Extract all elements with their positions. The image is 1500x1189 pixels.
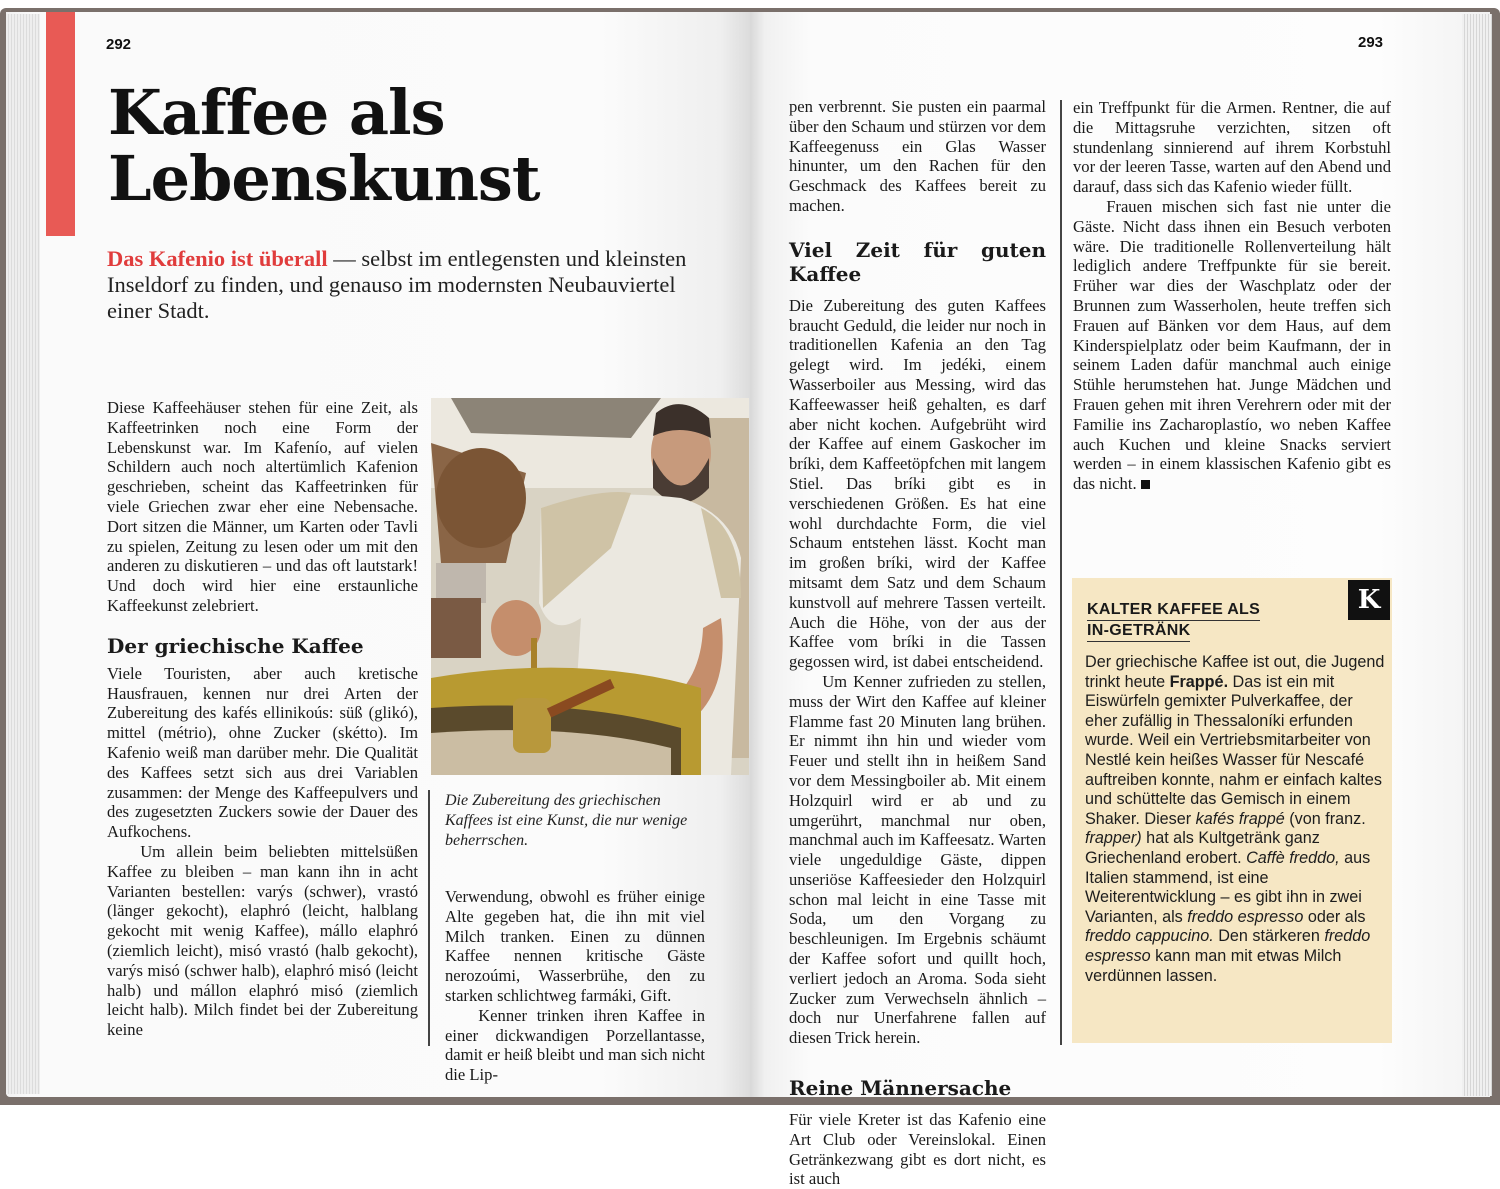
info-text-segment: Das ist ein mit Eiswürfeln gemixter Pulverkaffee, der eher zufällig in Thessaloníki erfunden wurde. Weil ein Vertriebsmitarbeiter von Nestlé kein heißes Wasser für Nescafé auftreiben konnte, nahm er einfach kaltes und schüttelte das Gemisch in einem Shaker. Dieser: [1085, 672, 1382, 828]
chapter-accent-bar: [46, 12, 75, 236]
k-badge-icon: K: [1348, 580, 1390, 620]
info-text-segment: Den stärkeren: [1213, 927, 1325, 946]
coffee-preparation-photo: [431, 398, 749, 775]
section2-paragraph-2: Um Kenner zufrieden zu stellen, muss der Wirt den Kaffee auf kleiner Flamme fast 20 Minuten lang brühen. Er nimmt ihn hin und wieder vom Feuer und stellt ihn in heißem Sand vor dem Messingboiler ab. Mit einem Holzquirl wird er ab und zu umgerührt, manchmal nur oben, manchmal auch im Kaffeesatz. Warten viele ungeduldige Gäste, dippen unseriöse Kaffeesieder den Holzquirl schon mal leicht in eine Tasse mit Soda, um den Vorgang zu beschleunigen. Im Ergebnis schäumt der Kaffee sofort und quillt hoch, verliert jedoch an Aroma. Soda sieht Zucker zum Verwechseln ähnlich – doch nur Unerfahrene fallen auf diesen Trick herein.: [789, 671, 1046, 1048]
info-text-italic: Caffè freddo,: [1246, 848, 1340, 867]
end-of-article-square-icon: [1141, 480, 1150, 489]
section3-paragraph-1: Für viele Kreter ist das Kafenio eine Art Club oder Vereinslokal. Einen Getränkezwang gibt es dort nicht, es ist auch: [789, 1110, 1046, 1189]
column3-paragraph-1: pen verbrennt. Sie pusten ein paarmal über den Schaum und stürzen vor dem Kaffeegenuss ein Glas Wasser hinunter, um den Rachen für den Geschmack des Kaffees bereit zu machen.: [789, 97, 1046, 215]
info-text-segment: aus Italien stammend, ist eine Weiterentwicklung – es gibt ihn in zwei Varianten, als: [1085, 848, 1371, 926]
title-line-2: Lebenskunst: [108, 142, 540, 215]
photo-illustration: [431, 398, 749, 775]
section-heading-viel-zeit: Viel Zeit für guten Kaffee: [789, 237, 1046, 286]
page-title: [108, 76, 540, 215]
section1-paragraph-2: Um allein beim beliebten mittelsüßen Kaffee zu bleiben – man kann ihn in acht Varianten bestellen: varýs (schwer), vrastó (länger gekocht), elaphró (leicht, halblang gekocht mit wenig Kaffee), mállo elaphró (ziemlich leicht), misó vrastó (halb gekocht), varýs misó (schwer halb), elaphró misó (leicht halb) und mállon elaphró misó (ziemlich leicht halb). Milch findet bei der Zubereitung keine: [107, 841, 418, 1040]
column4-paragraph-2: [1073, 197, 1391, 494]
section2-paragraph-1: Die Zubereitung des guten Kaffees braucht Geduld, die leider nur noch in traditionellen Kafenia an den Tag gelegt wird. Im jedéki, einem Wasserboiler aus Messing, wird das Kaffeewasser heiß gehalten, es darf aber nicht kochen. Aufgebrüht wird der Kaffee auf einem Gaskocher im bríki, dem Kaffeetöpfchen mit langem Stiel. Das bríki gibt es in verschiedenen Größen. Es hat eine wohl durchdachte Form, die viel Schaum entstehen lässt. Kocht man im großen bríki, wird der Kaffee mitsamt dem Satz und dem Schaum kunstvoll auf mehrere Tassen verteilt. Auch die Höhe, von der aus der Kaffee vom bríki in die Tassen gegossen wird, ist dabei entscheidend.: [789, 295, 1046, 672]
column-2: [445, 887, 705, 1085]
info-box-title-line-2: IN-GETRÄNK: [1087, 621, 1190, 642]
info-box-title-line-1: KALTER KAFFEE ALS: [1087, 600, 1260, 621]
photo-caption: Die Zubereitung des griechischen Kaffees ist eine Kunst, die nur wenige beherrschen.: [445, 792, 688, 849]
info-text-italic: frapper): [1085, 829, 1142, 848]
lead-highlight: Das Kafenio ist überall: [107, 246, 328, 271]
title-line-1: Kaffee als: [108, 76, 445, 149]
column-1: [107, 398, 418, 1040]
right-page-stack: [1462, 14, 1492, 1096]
lead-paragraph: [107, 246, 687, 324]
info-text-italic: freddo espresso: [1085, 927, 1371, 965]
info-text-italic: freddo cappucino.: [1085, 927, 1214, 946]
info-text-segment: Der griechische Kaffee ist out, die Jugend trinkt heute: [1085, 653, 1385, 691]
section-heading-griechische-kaffee: Der griechische Kaffee: [107, 633, 364, 658]
page-number-left: 292: [106, 36, 132, 53]
section1-paragraph-1: Viele Touristen, aber auch kretische Hausfrauen, kennen nur drei Arten der Zubereitung des kafés ellinikoús: süß (glikó), mittel (métrio), ohne Zucker (skétto). Im Kafenio weiß man darüber mehr. Die Qualität des Kaffees setzt sich aus drei Variablen zusammen: der Menge des Kaffeepulvers und des zugesetzten Zuckers sowie der Dauer des Aufkochens.: [107, 663, 418, 842]
column4-paragraph-2-text: Frauen mischen sich fast nie unter die Gäste. Nicht dass ihnen ein Besuch verboten wäre. Die traditionelle Rollenverteilung hält lediglich andere Treffpunkte für sie bereit. Früher war dies der Waschplatz oder der Brunnen zum Wasserholen, heute treffen sich Frauen auf Bänken vor dem Haus, auf dem Kinderspielplatz oder beim Kaufmann, der in seinem Laden dafür manchmal auch einige Stühle herumstehen hat. Junge Mädchen und Frauen gehen mit ihren Verehrern oder mit der Familie ins Zacharoplastío, wo neben Kaffee auch Kuchen und kleine Snacks serviert werden – in einem klassischen Kafenio gibt es das nicht.: [1073, 196, 1391, 494]
info-text-italic: freddo espresso: [1187, 907, 1304, 926]
info-text-segment: kann man mit etwas Milch verdünnen lassen.: [1085, 946, 1342, 985]
info-text-segment: (von franz.: [1284, 809, 1366, 828]
column-3: [789, 97, 1046, 1189]
info-text-segment: oder als: [1303, 907, 1366, 926]
column2-paragraph-2: Kenner trinken ihren Kaffee in einer dickwandigen Porzellantasse, damit er heiß bleibt und man sich nicht die Lip-: [445, 1005, 705, 1085]
info-text-bold-frappe: Frappé.: [1169, 672, 1229, 691]
page-number-right: 293: [1358, 34, 1384, 51]
info-text-italic: kafés frappé: [1195, 809, 1285, 828]
info-box-title: [1087, 600, 1260, 642]
column-divider-right: [1060, 100, 1062, 1045]
section-heading-maennersache: Reine Männersache: [789, 1076, 1012, 1101]
intro-paragraph: Diese Kaffeehäuser stehen für eine Zeit, als Kaffeetrinken noch eine Form der Lebenskunst war. Im Kafenío, auf vielen Schildern auch noch altertümlich Kafenion geschrieben, scheint das Kaffeetrinken für viele Griechen zwar eher eine Nebensache. Dort sitzen die Männer, um Karten oder Tavli zu spielen, Zeitung zu lesen oder um mit den anderen zu diskutieren – und das oft lautstark! Und doch wird hier eine erstaunliche Kaffeekunst zelebriert.: [107, 398, 418, 615]
column2-paragraph-1: Verwendung, obwohl es früher einige Alte gegeben hat, die ihn mit viel Milch tranken. Einen zu dünnen Kaffee nennen kritische Gäste nerozoúmi, Wasserbrühe, den zu starken schlichtweg farmáki, Gift.: [445, 887, 705, 1005]
column-divider: [428, 790, 430, 1046]
info-box-text: [1085, 653, 1385, 986]
column-4: [1073, 98, 1391, 494]
lead-text: — selbst im entlegensten und kleinsten Inseldorf zu finden, und genauso im modernsten Neubauviertel einer Stadt.: [107, 246, 687, 323]
info-text-segment: hat als Kultgetränk ganz Griechenland erobert.: [1085, 829, 1320, 867]
column4-paragraph-1: ein Treffpunkt für die Armen. Rentner, die auf die Mittagsruhe verzichten, sitzen oft stundenlang sinnierend auf ihrem Korbstuhl vor der leeren Tasse, warten auf den Abend und darauf, dass sich das Kafenio wieder füllt.: [1073, 98, 1391, 197]
left-page-stack: [6, 14, 40, 1094]
